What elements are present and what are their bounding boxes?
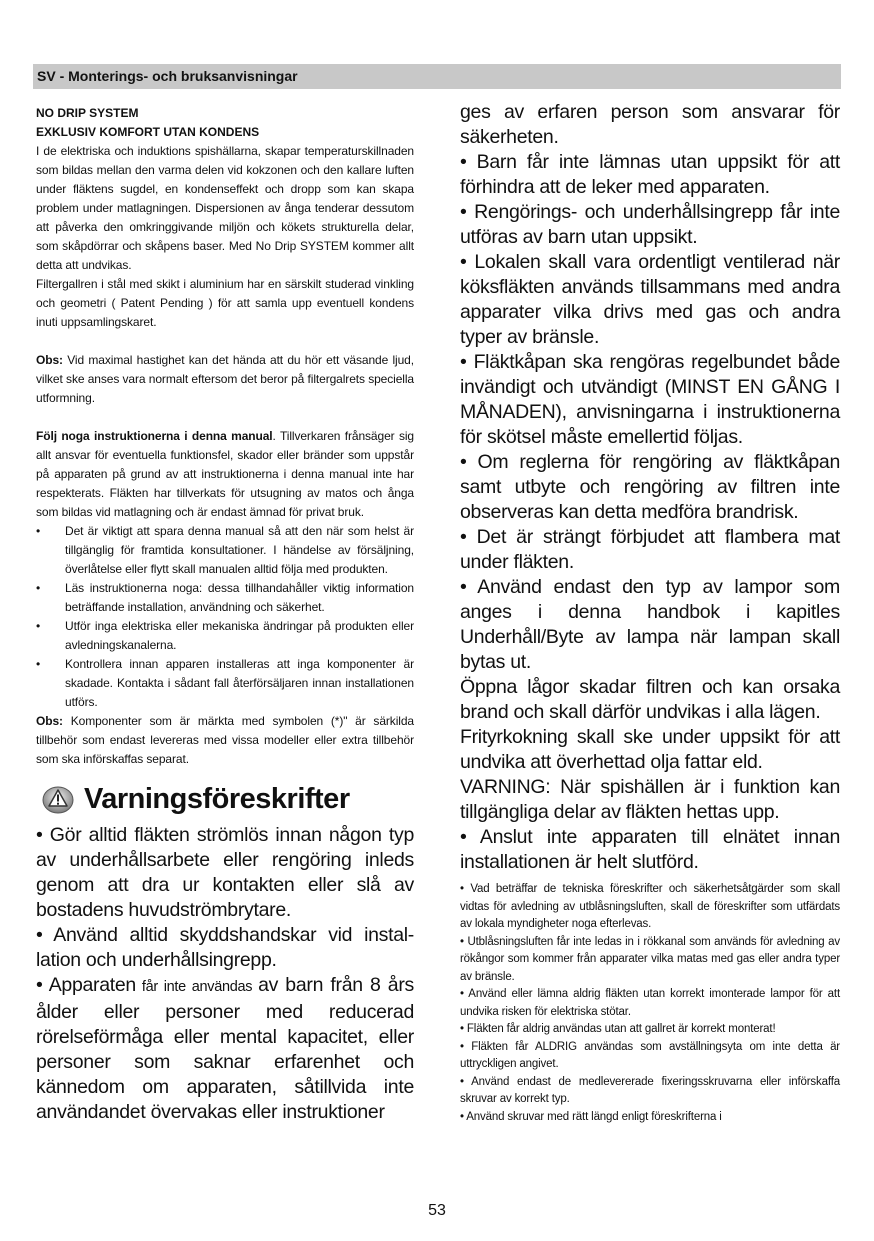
list-item: • Läs instruktionerna noga: dessa tillhandahåller viktig information beträffande installation, användning och säkerhet. (36, 579, 414, 617)
safety-note: • Vad beträffar de tekniska föreskrifter och säkerhetsåtgärder som skall vidtas för avledning av utblåsningsluften, skall de föreskrifter som utfärdats av lokala myndigheter noga efterlevas. (460, 883, 840, 930)
section-header: SV - Monterings- och bruksanvisningar (33, 64, 841, 89)
warning-icon (42, 783, 74, 815)
warning-item: Öppna lågor skadar filtren och kan orsaka brand och skall därför undvikas i alla lägen. (460, 676, 840, 723)
list-item: • Utför inga elektriska eller mekaniska ändringar på produkten eller avledningskanalerna. (36, 617, 414, 655)
warning-text-left (36, 823, 414, 1125)
warning-item: Frityrkokning skall ske under uppsikt för att undvika att överhettad olja fattar eld. (460, 726, 840, 773)
warning-heading (36, 779, 414, 819)
no-drip-subheading: EXKLUSIV KOMFORT UTAN KONDENS (36, 125, 260, 139)
safety-note: • Fläkten får aldrig användas utan att gallret är korrekt monterat! (460, 1023, 776, 1035)
no-drip-paragraph: I de elektriska och induktions spishällarna, skapar temperaturskillnaden som bildas mellan den varma delen vid kokzonen och den kallare luften under fläktens sugdel, en kondenseffekt och dropp som kan skapa problem under matlagningen. Dispersionen av ånga tenderar dessutom att påverka den omkringgivande miljön och kökets strukturella delar, som skåpdörrar och skåpens baser. Med No Drip SYSTEM kommer allt detta att undvikas. (36, 144, 414, 272)
warning-text-a: • Apparaten (36, 974, 136, 996)
warning-item: VARNING: När spishällen är i funktion kan tillgängliga delar av fläkten hettas upp. (460, 776, 840, 823)
warning-item: • Använd endast den typ av lampor som anges i denna handbok i kapitles Underhåll/Byte av lampa när lampan skall bytas ut. (460, 576, 840, 673)
safety-note: • Använd eller lämna aldrig fläkten utan korrekt imonterade lampor för att undvika risken för elektriska stötar. (460, 988, 840, 1018)
obs-note-2 (36, 712, 414, 769)
warning-item: • Använd alltid skyddshandskar vid instal-lation och underhållsingrepp. (36, 924, 414, 971)
obs-text: Vid maximal hastighet kan det hända att du hör ett väsande ljud, vilket ske anses vara normalt eftersom det beror på filtergalrets speciella utformning. (36, 353, 414, 405)
warning-item: • Anslut inte apparaten till elnätet innan installationen är helt slutförd. (460, 826, 840, 873)
safety-note: • Fläkten får ALDRIG användas som avställningsyta om inte detta är uttryckligen angivet. (460, 1040, 840, 1070)
obs-label: Obs: (36, 353, 63, 367)
warning-text-b: får inte användas (135, 979, 259, 995)
instruction-list (36, 522, 414, 712)
list-item: • Det är viktigt att spara denna manual så att den när som helst är tillgänglig för framtida konsultationer. I händelse av försäljning, överlåtelse eller flytt skall manualen alltid följa med produkten. (36, 522, 414, 579)
warning-item (36, 973, 414, 1125)
warning-item: • Det är strängt förbjudet att flambera mat under fläkten. (460, 526, 840, 573)
left-column (36, 104, 414, 1125)
obs-note-1 (36, 351, 414, 408)
obs-text: Komponenter som är märkta med symbolen (*)" är särkilda tillbehör som endast levereras med vissa modeller eller extra tillbehör som ska införskaffas separat. (36, 714, 414, 766)
warning-item: • Fläktkåpan ska rengöras regelbundet både invändigt och utvändigt (MINST EN GÅNG I MÅNADEN), anvisningarna i instruktionerna för skötsel måste emellertid följas. (460, 351, 840, 448)
right-column (460, 100, 840, 1126)
safety-note: • Använd endast de medlevererade fixeringsskruvarna eller införskaffa skruvar av korrekt typ. (460, 1075, 840, 1105)
warning-item: ges av erfaren person som ansvarar för säkerheten. (460, 101, 840, 148)
warning-title: Varningsföreskrifter (84, 782, 350, 815)
list-item: • Kontrollera innan apparen installeras att inga komponenter är skadade. Kontakta i sådant fall återförsäljaren innan installationen utförs. (36, 655, 414, 712)
warning-item: • Lokalen skall vara ordentligt ventilerad när köksfläkten används tillsammans med andra apparater vilka drivs med gas och andra typer av bränsle. (460, 251, 840, 348)
warning-item: • Gör alltid fläkten strömlös innan någon typ av underhållsarbete eller rengöring inleds genom att dra ur kontakten eller slå av bostadens huvudströmbrytare. (36, 824, 414, 921)
follow-label: Följ noga instruktionerna i denna manual (36, 429, 273, 443)
warning-item: • Om reglerna för rengöring av fläktkåpan samt utbyte och rengöring av filtren inte observeras kan detta medföra brandrisk. (460, 451, 840, 523)
filter-paragraph: Filtergallren i stål med skikt i aluminium har en särskilt studerad vinkling och geometri ( Patent Pending ) för att samla upp eventuell kondens inuti uppsamlingskaret. (36, 277, 414, 329)
obs-label: Obs: (36, 714, 63, 728)
warning-item: • Rengörings- och underhållsingrepp får inte utföras av barn utan uppsikt. (460, 201, 840, 248)
safety-note: • Använd skruvar med rätt längd enligt föreskrifterna i (460, 1110, 722, 1123)
safety-note: • Utblåsningsluften får inte ledas in i rökkanal som används för avledning av rökångor som kommer från apparater vilka matas med gas eller andra typer av bränsle. (460, 935, 840, 983)
follow-text: . Tillverkaren frånsäger sig allt ansvar för eventuella funktionsfel, skador eller bränder som uppstår på apparaten på grund av att instruktionerna i denna manual inte har respekterats. Fläkten har tillverkats för utsugning av matos och ånga som bildas vid matlagning och är endast ämnad för privat bruk. (36, 429, 414, 519)
warning-text-c: av barn från 8 års ålder eller personer med reducerad rörelseförmåga eller mental kapacitet, eller personer som saknar erfarenhet och kännedom om apparaten, såtillvida inte användandet övervakas eller instruktioner (36, 974, 414, 1123)
safety-notes (460, 881, 840, 1126)
warning-item: • Barn får inte lämnas utan uppsikt för att förhindra att de leker med apparaten. (460, 151, 840, 198)
page-number: 53 (428, 1202, 446, 1219)
follow-instructions-paragraph (36, 427, 414, 522)
warning-text-right (460, 100, 840, 875)
no-drip-heading: NO DRIP SYSTEM (36, 106, 139, 120)
